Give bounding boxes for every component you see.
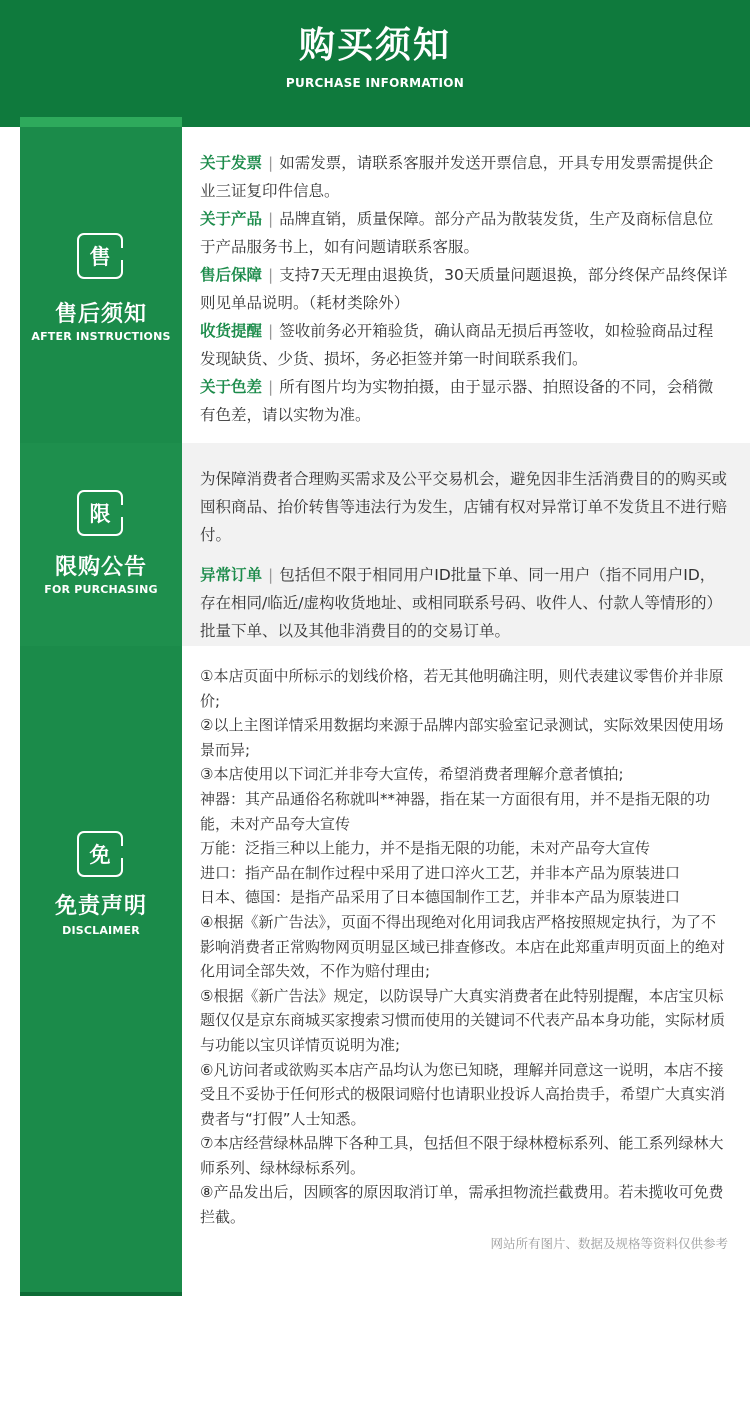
disclaimer-line: 神器：其产品通俗名称就叫**神器，指在某一方面很有用，并不是指无限的功能，未对产品夸大宣传 [200, 789, 711, 833]
disclaimer-line: 进口：指产品在制作过程中采用了进口淬火工艺，并非本产品为原装进口 [200, 863, 681, 882]
disclaimer-line: ④根据《新广告法》，页面不得出现绝对化用词我店严格按照规定执行，为了不影响消费者正常购物网页明显区域已排查修改。本店在此郑重声明页面上的绝对化用词全部失效，不作为赔付理由; [200, 912, 726, 981]
section-title: 限购公告 [54, 555, 147, 580]
disclaimer-line: ⑦本店经营绿林品牌下各种工具，包括但不限于绿林橙标系列、能工系列绿林大师系列、绿林绿标系列。 [200, 1134, 724, 1177]
sidebar-bottom-line [20, 1292, 182, 1296]
purchase-limit-panel [182, 443, 750, 646]
limit-intro: 为保障消费者合理购买需求及公平交易机会，避免因非生活消费目的的购买或囤积商品、抬价转售等违法行为发生，店铺有权对异常订单不发货且不进行赔付。 [200, 470, 728, 544]
notice-item: 关于发票 | 如需发票，请联系客服并发送开票信息，开具专用发票需提供企业三证复印件信息。 [200, 154, 714, 200]
section-subtitle: FOR PURCHASING [44, 583, 158, 596]
page-header [0, 0, 750, 127]
after-instructions-panel [182, 127, 750, 443]
mian-icon: 免 [77, 831, 123, 877]
notice-item: 售后保障 | 支持7天无理由退换货，30天质量问题退换，部分终保产品终保详则见单品说明。（耗材类除外） [200, 266, 728, 312]
section-subtitle: AFTER INSTRUCTIONS [31, 330, 171, 343]
sidebar-after-instructions [20, 127, 182, 443]
disclaimer-line: 日本、德国：是指产品采用了日本德国制作工艺，并非本产品为原装进口 [200, 888, 681, 907]
disclaimer-line: 万能：泛指三种以上能力，并不是指无限的功能，未对产品夸大宣传 [200, 839, 651, 858]
section-subtitle: DISCLAIMER [62, 924, 140, 937]
notice-item: 异常订单 | 包括但不限于相同用户ID批量下单、同一用户（指不同用户ID，存在相同/临近/虚构收货地址、或相同联系号码、收件人、付款人等情形的）批量下单、以及其他非消费目的的交易订单。 [200, 566, 722, 640]
notice-item: 收货提醒 | 签收前务必开箱验货，确认商品无损后再签收，如检验商品过程发现缺货、少货、损坏，务必拒签并第一时间联系我们。 [200, 322, 714, 368]
notice-item: 关于色差 | 所有图片均为实物拍摄，由于显示器、拍照设备的不同，会稍微有色差，请以实物为准。 [200, 378, 714, 424]
disclaimer-panel [182, 646, 750, 1296]
sidebar-disclaimer [20, 646, 182, 1292]
sidebar-for-purchasing [20, 443, 182, 646]
reference-note: 网站所有图片、数据及规格等资料仅供参考 [490, 1236, 728, 1251]
disclaimer-line: ⑤根据《新广告法》规定，以防误导广大真实消费者在此特别提醒，本店宝贝标题仅仅是京东商城买家搜索习惯而使用的关键词不代表产品本身功能，实际材质与功能以宝贝详情页说明为准; [200, 986, 726, 1054]
disclaimer-line: ③本店使用以下词汇并非夸大宣传，希望消费者理解介意者慎拍; [200, 765, 624, 784]
disclaimer-line: ①本店页面中所标示的划线价格，若无其他明确注明，则代表建议零售价并非原价; [200, 667, 724, 710]
shou-icon: 售 [77, 233, 123, 279]
disclaimer-line: ②以上主图详情采用数据均来源于品牌内部实验室记录测试，实际效果因使用场景而异; [200, 716, 724, 759]
disclaimer-line: ⑧产品发出后，因顾客的原因取消订单，需承担物流拦截费用。若未揽收可免费拦截。 [200, 1183, 724, 1227]
section-title: 免责声明 [54, 894, 147, 919]
header-accent-bar [20, 117, 182, 127]
xian-icon: 限 [77, 490, 123, 536]
notice-item: 关于产品 | 品牌直销，质量保障。部分产品为散装发货，生产及商标信息位于产品服务书上，如有问题请联系客服。 [200, 210, 714, 256]
disclaimer-line: ⑥凡访问者或欲购买本店产品均认为您已知晓，理解并同意这一说明，本店不接受且不妥协于任何形式的极限词赔付也请职业投诉人高抬贵手，希望广大真实消费者与“打假”人士知悉。 [200, 1060, 726, 1128]
section-title: 售后须知 [54, 302, 147, 327]
page-subtitle: PURCHASE INFORMATION [285, 76, 465, 90]
page-title: 购买须知 [298, 25, 451, 66]
